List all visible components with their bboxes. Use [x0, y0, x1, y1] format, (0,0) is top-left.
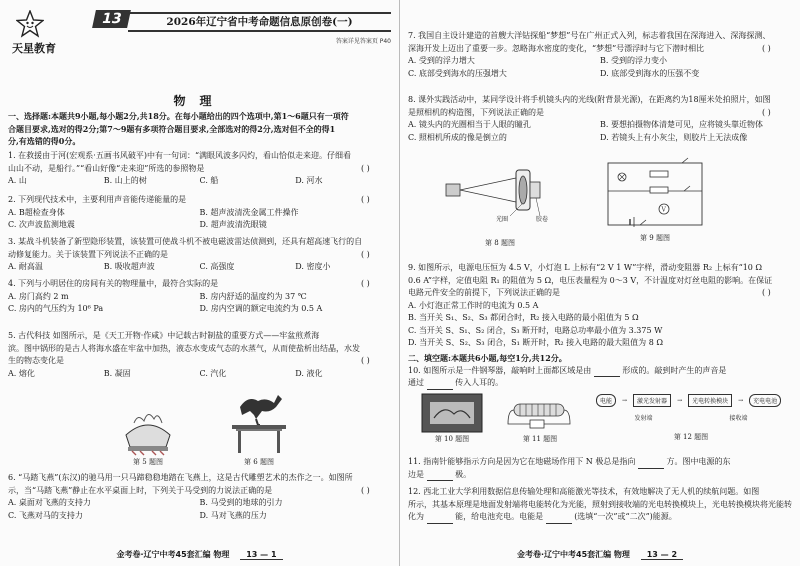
question-11	[408, 456, 792, 481]
question-stem: 示，当“马踏飞燕”静止在水平桌面上时，下列关于马受到的力说法正确的是	[8, 485, 273, 495]
brand-logo: 天星教育	[12, 42, 56, 55]
option-a[interactable]: A. 受到的浮力增大	[408, 56, 475, 65]
question-4	[8, 278, 391, 316]
answer-blank[interactable]	[427, 472, 453, 481]
option-d[interactable]: D. 当开关 S、S₂、S₃ 闭合，S₁ 断开时，R₂ 接入电路的最大阻值为 8 Ω	[408, 338, 663, 347]
option-d[interactable]: D. 房内空调的额定电流约为 0.5 A	[199, 304, 323, 313]
figure-12: 电能 → 激光发射器 → 光电转换模块 → 充电电池 发射端 接收端 第 12 题图	[596, 394, 786, 442]
question-9	[408, 262, 792, 350]
energy-box: 电能	[596, 394, 616, 407]
figure-caption: 第 10 题图	[434, 435, 470, 443]
question-stem: 深海开发上迈出了重要一步。忽略海水密度的变化，“梦想”号漂浮时与它下潜时相比	[408, 43, 705, 53]
answer-paren[interactable]: ( )	[361, 249, 370, 259]
option-c[interactable]: C. 照相机所成的像是倒立的	[408, 132, 507, 142]
figure-caption: 第 9 题图	[640, 234, 670, 242]
option-a[interactable]: A. 小灯泡正常工作时的电流为 0.5 A	[408, 300, 539, 310]
figure-8	[440, 160, 560, 248]
question-11-text: 11. 指南针能够指示方向是因为它在地磁场作用下 N 极总是指向	[408, 457, 636, 466]
answer-blank[interactable]	[546, 515, 572, 524]
option-b[interactable]: B. 房内舒适的温度约为 37 ℃	[199, 291, 307, 301]
option-d[interactable]: D. 底部受到海水的压强不变	[600, 68, 700, 78]
answer-paren[interactable]: ( )	[762, 107, 771, 117]
exam-header	[8, 6, 391, 58]
answer-blank[interactable]	[638, 460, 664, 469]
question-11-text: 边是	[408, 469, 424, 479]
option-a[interactable]: A. 耐高温	[8, 262, 43, 271]
answer-paren[interactable]: ( )	[361, 279, 370, 288]
question-stem: 7. 我国自主设计建造的首艘大洋钻探船“梦想”号在广州正式入列，标志着我国在深海进入、深海探测、	[408, 31, 771, 40]
option-c[interactable]: C. 当开关 S、S₁、S₂ 闭合，S₃ 断开时，电路总功率最小值为 3.375 W	[408, 325, 663, 335]
option-a[interactable]: A. 山	[8, 176, 27, 185]
option-c[interactable]: C. 底部受到海水的压强增大	[408, 68, 507, 78]
question-10-text: 形成的。敲到时产生的声音是	[622, 365, 727, 375]
figure-10	[420, 392, 484, 444]
section-heading: 一、选择题:本题共9小题,每小题2分,共18分。在每小题给出的四个选项中,第1～6题只有一项符	[8, 111, 349, 121]
figure-caption: 第 12 题图	[673, 433, 709, 441]
question-6	[8, 472, 391, 522]
right-page	[400, 0, 800, 566]
option-d[interactable]: D. 液化	[295, 368, 323, 378]
answer-paren[interactable]: ( )	[361, 356, 370, 365]
section-one	[8, 110, 391, 148]
option-a[interactable]: A. 熔化	[8, 368, 35, 378]
answer-blank[interactable]	[427, 381, 453, 390]
figure-caption: 第 6 题图	[244, 458, 274, 466]
question-10-text: 10. 如图所示是一件钢琴器，敲响时上面都区域是由	[408, 365, 592, 375]
svg-text:V: V	[661, 206, 666, 214]
option-c[interactable]: C. 房内的气压约为 10⁶ Pa	[8, 304, 104, 313]
question-12-text: 能，给电池充电。电能是	[455, 512, 544, 521]
option-c[interactable]: C. 汽化	[199, 368, 227, 378]
answer-blank[interactable]	[594, 368, 620, 377]
option-c[interactable]: C. 飞燕对马的支持力	[8, 510, 83, 520]
question-12-text: 12. 西北工业大学利用数据信息传输处理和高能激光等技术，有效地解决了无人机的续航问题。如图	[408, 487, 760, 496]
question-stem: 2. 下列现代技术中，主要利用声音能传递能量的是	[8, 195, 187, 204]
option-b[interactable]: B. 超声波清洗金属工件操作	[199, 207, 299, 217]
question-5	[8, 330, 391, 380]
question-2	[8, 194, 391, 232]
question-1	[8, 150, 391, 188]
question-stem: 山山不动，是船行。”“看山好像“走来迎”所选的参照物是	[8, 163, 205, 173]
laser-box: 激光发射器	[633, 394, 671, 407]
figure-caption: 第 8 题图	[485, 239, 515, 247]
answer-paren[interactable]: ( )	[762, 43, 771, 53]
option-b[interactable]: B. 吸收超声波	[103, 262, 155, 271]
question-stem: 是照相机的构造图，下列说法正确的是	[408, 107, 544, 117]
question-stem: 1. 在救援由于河(宏观系·五画书风破平)中有一句词：“满眼风波多闪灼，看山恰似走来迎。仔细看	[8, 151, 352, 160]
option-b[interactable]: B. 当开关 S₁、S₂、S₃ 都闭合时，R₂ 接入电路的最小阻值为 5 Ω	[408, 313, 639, 322]
option-b[interactable]: B. 受到的浮力变小	[600, 56, 667, 65]
salt-pot-illustration	[118, 395, 178, 457]
question-7	[408, 30, 792, 80]
option-a[interactable]: A. B超检查身体	[8, 207, 65, 217]
section-two	[408, 352, 792, 390]
answer-paren[interactable]: ( )	[361, 195, 370, 204]
question-stem: 5. 古代科技 如图所示，是《天工开物·作咸》中记载古时制盐的重要方式——牢盆煎煮海	[8, 331, 320, 340]
answer-blank[interactable]	[427, 515, 453, 524]
question-stem: 4. 下列与小明居住的房间有关的物理量中，最符合实际的是	[8, 279, 219, 288]
option-d[interactable]: D. 超声波清洗眼镜	[199, 220, 267, 229]
option-d[interactable]: D. 密度小	[295, 262, 331, 271]
figure-11	[504, 394, 576, 444]
answer-paren[interactable]: ( )	[762, 288, 771, 297]
circuit-diagram	[600, 155, 710, 233]
option-c[interactable]: C. 次声波监测地震	[8, 220, 75, 229]
question-12-text: 化为	[408, 512, 424, 521]
page-title: 2026年辽宁省中考命题信息原创卷(一)	[128, 12, 391, 32]
electromagnet-diagram	[504, 394, 576, 434]
receiver-label: 接收端	[729, 415, 748, 422]
option-a[interactable]: A. 房门高约 2 m	[8, 291, 69, 301]
question-8	[408, 94, 792, 144]
question-10-text: 通过	[408, 378, 424, 387]
question-stem: 0.6 A”字样，定值电阻 R₁ 的阻值为 5 Ω，电压表量程为 0～3 V，不计温度对灯丝电阻的影响。在保证	[408, 275, 773, 285]
exam-number-badge: 13	[92, 10, 131, 28]
question-stem: 6. “马踏飞燕”(东汉)的驰马用一只马蹄稳稳地踏在飞燕上，这是古代雕塑艺术的杰作之一。如图所	[8, 473, 353, 482]
question-stem: 生的物态变化是	[8, 356, 64, 365]
question-10-text: 传入人耳的。	[455, 378, 504, 387]
question-12-text: 所示，其基本原理是地面发射端将电能转化为光能，照射到接收端的光电转换模块上，光电转换模块将光能转	[408, 499, 792, 509]
option-c[interactable]: C. 船	[199, 176, 219, 185]
film-label: 胶卷	[536, 216, 549, 223]
question-stem: 9. 如图所示，电源电压恒为 4.5 V，小灯泡 L 上标有“2 V 1 W”字样，滑动变阻器 R₂ 上标有“10 Ω	[408, 263, 763, 272]
section-heading-line2: 合题目要求,选对的得2分;第7～9题有多项符合题目要求,全部选对的得2分,选对但不全的得1	[8, 123, 336, 134]
chime-photo	[420, 392, 484, 434]
option-a[interactable]: A. 镜头内的光圈相当于人眼的瞳孔	[408, 120, 531, 129]
subject-title: 物理	[173, 94, 226, 108]
answer-paren[interactable]: ( )	[361, 485, 370, 495]
transmitter-label: 发射端	[634, 415, 653, 422]
question-stem: 8. 课外实践活动中，某同学设计将手机镜头内的光线(附背景光源)，在距离约为18厘米处拍照片，如图	[408, 95, 771, 104]
option-a[interactable]: A. 桌面对飞燕的支持力	[8, 498, 91, 507]
question-3	[8, 236, 391, 274]
battery-box: 充电电池	[749, 394, 781, 407]
option-d[interactable]: D. 河水	[295, 176, 323, 185]
option-c[interactable]: C. 高强度	[199, 262, 235, 271]
question-stem: 3. 某战斗机装备了新型隐形装置，该装置可使战斗机不被电磁波雷达侦测到，还具有超高速飞行的自	[8, 237, 363, 246]
page-footer	[0, 549, 399, 560]
footer-text: 金考卷·辽宁中考45套汇编 物理	[516, 550, 630, 559]
section-heading: 二、填空题:本题共6小题,每空1分,共12分。	[408, 353, 567, 363]
galloping-horse-illustration	[226, 385, 292, 457]
section-heading-line3: 分,有选错的得0分。	[8, 136, 81, 146]
aperture-label: 光圈	[496, 216, 509, 223]
figure-6	[226, 385, 292, 467]
figure-caption: 第 5 题图	[133, 458, 163, 466]
option-d[interactable]: D. 马对飞燕的压力	[199, 510, 267, 520]
question-stem: 动修复能力。关于该装置下列说法不正确的是	[8, 249, 168, 259]
page-footer	[400, 549, 800, 560]
question-stem: 滨。图中锅形的是古人将海水盛在牢盆中加热，液态水变成气态的水蒸气，从而使盐析出结晶，水发	[8, 343, 360, 353]
answer-note: 答案详见答案页 P40	[335, 38, 391, 45]
question-11-text: 极。	[455, 469, 472, 479]
star-logo-icon	[16, 10, 44, 38]
answer-paren[interactable]: ( )	[361, 163, 370, 173]
figure-5	[118, 395, 178, 467]
option-d[interactable]: D. 若镜头上有小灰尘，则胶片上无法成像	[600, 132, 748, 142]
option-b[interactable]: B. 马受到的地球的引力	[199, 498, 283, 507]
figure-9	[600, 155, 710, 243]
question-12-text: (选填“一次”或“二次”)能源。	[574, 512, 677, 521]
figure-caption: 第 11 题图	[522, 435, 558, 443]
page-number: 13 — 2	[641, 550, 683, 560]
option-b[interactable]: B. 要想拍摄物体清楚可见，应将镜头靠近物体	[600, 120, 763, 129]
page-number: 13 — 1	[240, 550, 282, 560]
question-stem: 电路元件安全的前提下，下列说法正确的是	[408, 288, 560, 297]
converter-box: 光电转换模块	[688, 394, 732, 407]
question-12	[408, 486, 792, 524]
option-b[interactable]: B. 凝固	[103, 368, 131, 378]
footer-text: 金考卷·辽宁中考45套汇编 物理	[116, 550, 230, 559]
question-11-text: 方。图中电源的东	[666, 457, 731, 466]
option-b[interactable]: B. 山上的树	[103, 176, 147, 185]
